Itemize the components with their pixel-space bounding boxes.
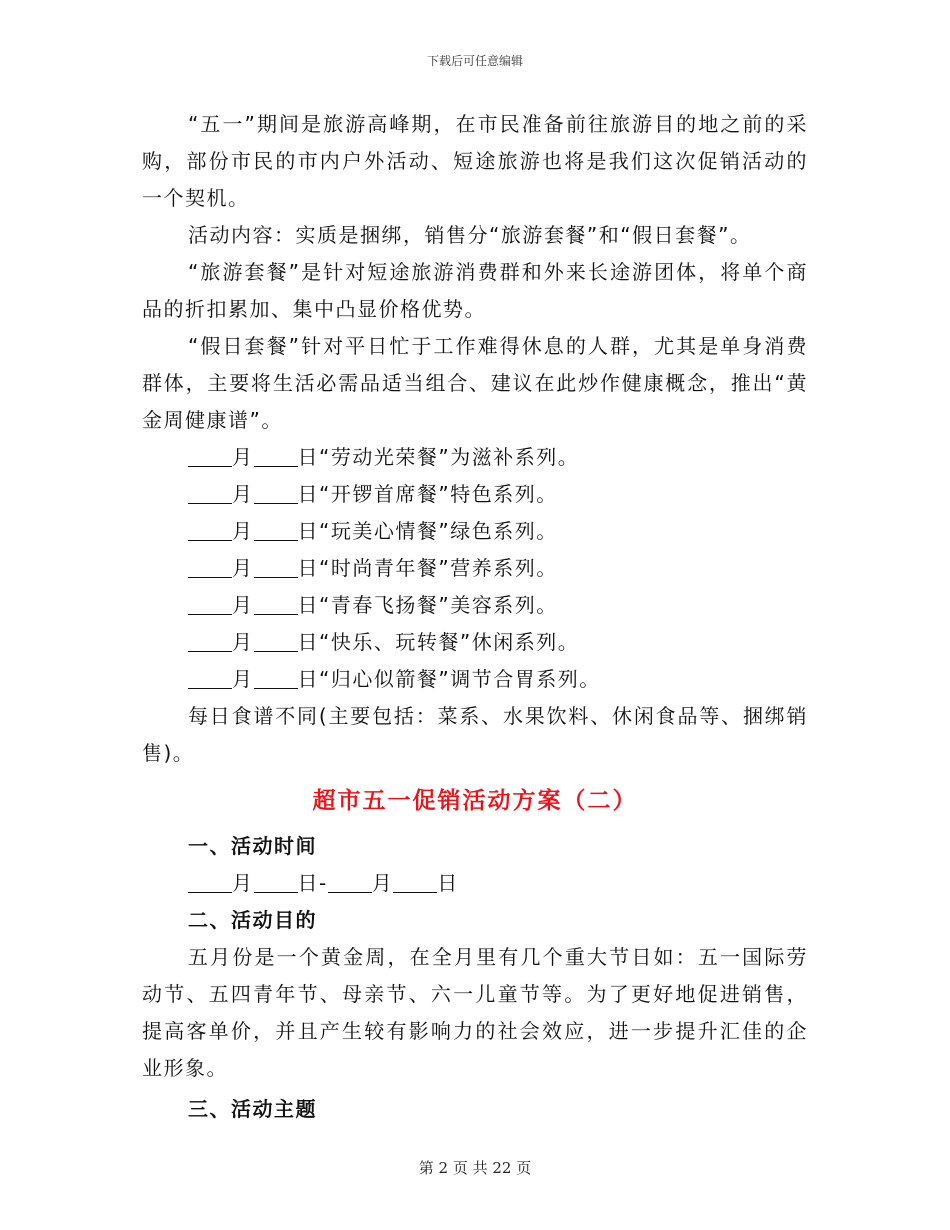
- date-blank: [188, 629, 232, 652]
- list-item: 月 日“快乐、玩转餐”休闲系列。: [142, 624, 808, 661]
- date-blank: [188, 870, 232, 893]
- document-body: [142, 106, 808, 1128]
- list-item: 月 日“劳动光荣餐”为滋补系列。: [142, 439, 808, 476]
- paragraph-activity-goal: 五月份是一个黄金周，在全月里有几个重大节日如：五一国际劳动节、五四青年节、母亲节、六一儿童节等。为了更好地促进销售，提高客单价，并且产生较有影响力的社会效应，进一步提升汇佳的企业形象。: [142, 945, 808, 1080]
- list-item: 月 日“玩美心情餐”绿色系列。: [142, 513, 808, 550]
- menu-list: [142, 439, 808, 698]
- date-range: 月 日- 月 日: [142, 865, 808, 902]
- heading-activity-time: 一、活动时间: [188, 834, 317, 858]
- date-blank: [254, 444, 298, 467]
- date-blank: [188, 555, 232, 578]
- list-item: 月 日“时尚青年餐”营养系列。: [142, 550, 808, 587]
- heading-activity-theme: 三、活动主题: [188, 1097, 317, 1121]
- section-title: 超市五一促销活动方案（二）: [312, 788, 638, 814]
- date-blank: [254, 629, 298, 652]
- heading-activity-goal: 二、活动目的: [188, 908, 317, 932]
- date-blank: [188, 444, 232, 467]
- date-blank: [254, 481, 298, 504]
- date-blank: [188, 666, 232, 689]
- paragraph-daily-menu: 每日食谱不同(主要包括：菜系、水果饮料、休闲食品等、捆绑销售)。: [142, 704, 808, 765]
- date-blank: [328, 870, 372, 893]
- paragraph-holiday-package: “假日套餐”针对平日忙于工作难得休息的人群，尤其是单身消费群体，主要将生活必需品适当组合、建议在此炒作健康概念，推出“黄金周健康谱”。: [142, 334, 808, 432]
- date-blank: [393, 870, 437, 893]
- list-item: 月 日“开锣首席餐”特色系列。: [142, 476, 808, 513]
- list-item: 月 日“青春飞扬餐”美容系列。: [142, 587, 808, 624]
- date-blank: [254, 592, 298, 615]
- page-number: 第 2 页 共 22 页: [418, 1159, 532, 1177]
- date-blank: [254, 518, 298, 541]
- header-note: 下载后可任意编辑: [426, 54, 523, 68]
- date-blank: [254, 666, 298, 689]
- paragraph-intro: “五一”期间是旅游高峰期，在市民准备前往旅游目的地之前的采购，部份市民的市内户外活动、短途旅游也将是我们这次促销活动的一个契机。: [142, 112, 808, 210]
- date-blank: [254, 870, 298, 893]
- date-blank: [188, 518, 232, 541]
- paragraph-activity-content: 活动内容：实质是捆绑，销售分“旅游套餐”和“假日套餐”。: [188, 223, 752, 247]
- paragraph-travel-package: “旅游套餐”是针对短途旅游消费群和外来长途游团体，将单个商品的折扣累加、集中凸显价格优势。: [142, 260, 808, 321]
- date-blank: [188, 481, 232, 504]
- date-blank: [254, 555, 298, 578]
- list-item: 月 日“归心似箭餐”调节合胃系列。: [142, 661, 808, 698]
- date-blank: [188, 592, 232, 615]
